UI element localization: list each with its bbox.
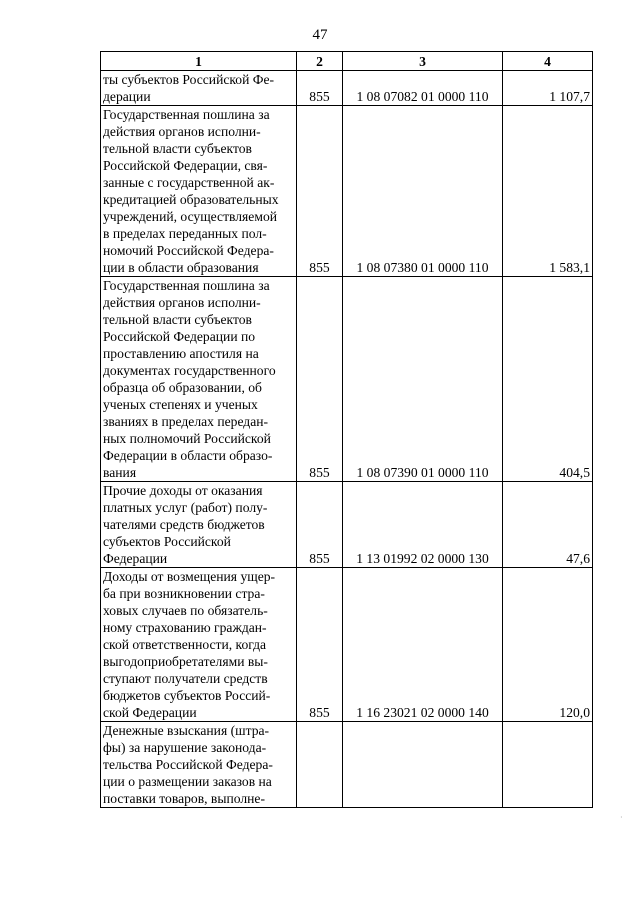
description-line: ции о размещении заказов на — [103, 774, 272, 789]
admin-code: 855 — [297, 106, 343, 277]
table-row — [101, 482, 593, 568]
description-line: вания — [103, 465, 137, 480]
description-line: ба при возникновении стра- — [103, 586, 265, 601]
amount-value: 1 583,1 — [503, 106, 593, 277]
column-header-3: 3 — [343, 52, 503, 71]
table-row — [101, 106, 593, 277]
description-line: Российской Федерации по — [103, 329, 256, 344]
description-line: Доходы от возмещения ущер- — [103, 569, 276, 584]
revenue-description — [101, 277, 297, 482]
budget-classification-code: 1 08 07390 01 0000 110 — [343, 277, 503, 482]
description-line: Федерации — [103, 551, 168, 566]
description-line: ученых степенях и ученых — [103, 397, 258, 412]
page-number: 47 — [312, 27, 328, 43]
admin-code: 855 — [297, 568, 343, 722]
column-header-2: 2 — [297, 52, 343, 71]
table-row — [101, 71, 593, 106]
description-line: Денежные взыскания (штра- — [103, 723, 270, 738]
description-line: ской ответственности, когда — [103, 637, 267, 652]
description-line: ному страхованию граждан- — [103, 620, 267, 635]
description-line: Государственная пошлина за — [103, 278, 270, 293]
description-line: ных полномочий Российской — [103, 431, 271, 446]
revenue-description — [101, 482, 297, 568]
table-row — [101, 277, 593, 482]
admin-code: 855 — [297, 277, 343, 482]
table-body — [101, 71, 593, 808]
budget-classification-code — [343, 722, 503, 808]
description-line: занные с государственной ак- — [103, 175, 275, 190]
amount-value: 404,5 — [503, 277, 593, 482]
admin-code: 855 — [297, 482, 343, 568]
table-header-row — [101, 52, 593, 71]
description-line: ты субъектов Российской Фе- — [103, 72, 275, 87]
description-line: образца об образовании, об — [103, 380, 262, 395]
table-row — [101, 568, 593, 722]
amount-value — [503, 722, 593, 808]
description-line: Федерации в области образо- — [103, 448, 273, 463]
description-line: ступают получатели средств — [103, 671, 268, 686]
description-line: в пределах переданных пол- — [103, 226, 267, 241]
description-line: бюджетов субъектов Россий- — [103, 688, 271, 703]
table-row — [101, 722, 593, 808]
budget-classification-code: 1 08 07082 01 0000 110 — [343, 71, 503, 106]
revenue-table — [100, 51, 593, 808]
budget-classification-code: 1 16 23021 02 0000 140 — [343, 568, 503, 722]
description-line: званиях в пределах передан- — [103, 414, 269, 429]
description-line: учреждений, осуществляемой — [103, 209, 278, 224]
description-line: фы) за нарушение законода- — [103, 740, 267, 755]
description-line: чателями средств бюджетов — [103, 517, 265, 532]
description-line: номочий Российской Федера- — [103, 243, 274, 258]
description-line: ции в области образования — [103, 260, 259, 275]
admin-code: 855 — [297, 71, 343, 106]
description-line: проставлению апостиля на — [103, 346, 259, 361]
amount-value: 1 107,7 — [503, 71, 593, 106]
description-line: тельной власти субъектов — [103, 141, 252, 156]
description-line: Российской Федерации, свя- — [103, 158, 268, 173]
column-header-4: 4 — [503, 52, 593, 71]
admin-code — [297, 722, 343, 808]
description-line: Прочие доходы от оказания — [103, 483, 263, 498]
description-line: ской Федерации — [103, 705, 197, 720]
description-line: субъектов Российской — [103, 534, 231, 549]
description-line: ховых случаев по обязатель- — [103, 603, 268, 618]
description-line: кредитацией образовательных — [103, 192, 279, 207]
amount-value: 47,6 — [503, 482, 593, 568]
description-line: тельной власти субъектов — [103, 312, 252, 327]
revenue-description — [101, 71, 297, 106]
revenue-description — [101, 106, 297, 277]
description-line: действия органов исполни- — [103, 295, 261, 310]
budget-classification-code: 1 13 01992 02 0000 130 — [343, 482, 503, 568]
description-line: поставки товаров, выполне- — [103, 791, 265, 806]
description-line: тельства Российской Федера- — [103, 757, 273, 772]
description-line: выгодоприобретателями вы- — [103, 654, 268, 669]
description-line: документах государственного — [103, 363, 276, 378]
amount-value: 120,0 — [503, 568, 593, 722]
description-line: платных услуг (работ) полу- — [103, 500, 268, 515]
scan-mark: · — [620, 813, 623, 822]
description-line: действия органов исполни- — [103, 124, 261, 139]
budget-classification-code: 1 08 07380 01 0000 110 — [343, 106, 503, 277]
revenue-description — [101, 568, 297, 722]
description-line: дерации — [103, 89, 151, 104]
revenue-description — [101, 722, 297, 808]
column-header-1: 1 — [101, 52, 297, 71]
description-line: Государственная пошлина за — [103, 107, 270, 122]
